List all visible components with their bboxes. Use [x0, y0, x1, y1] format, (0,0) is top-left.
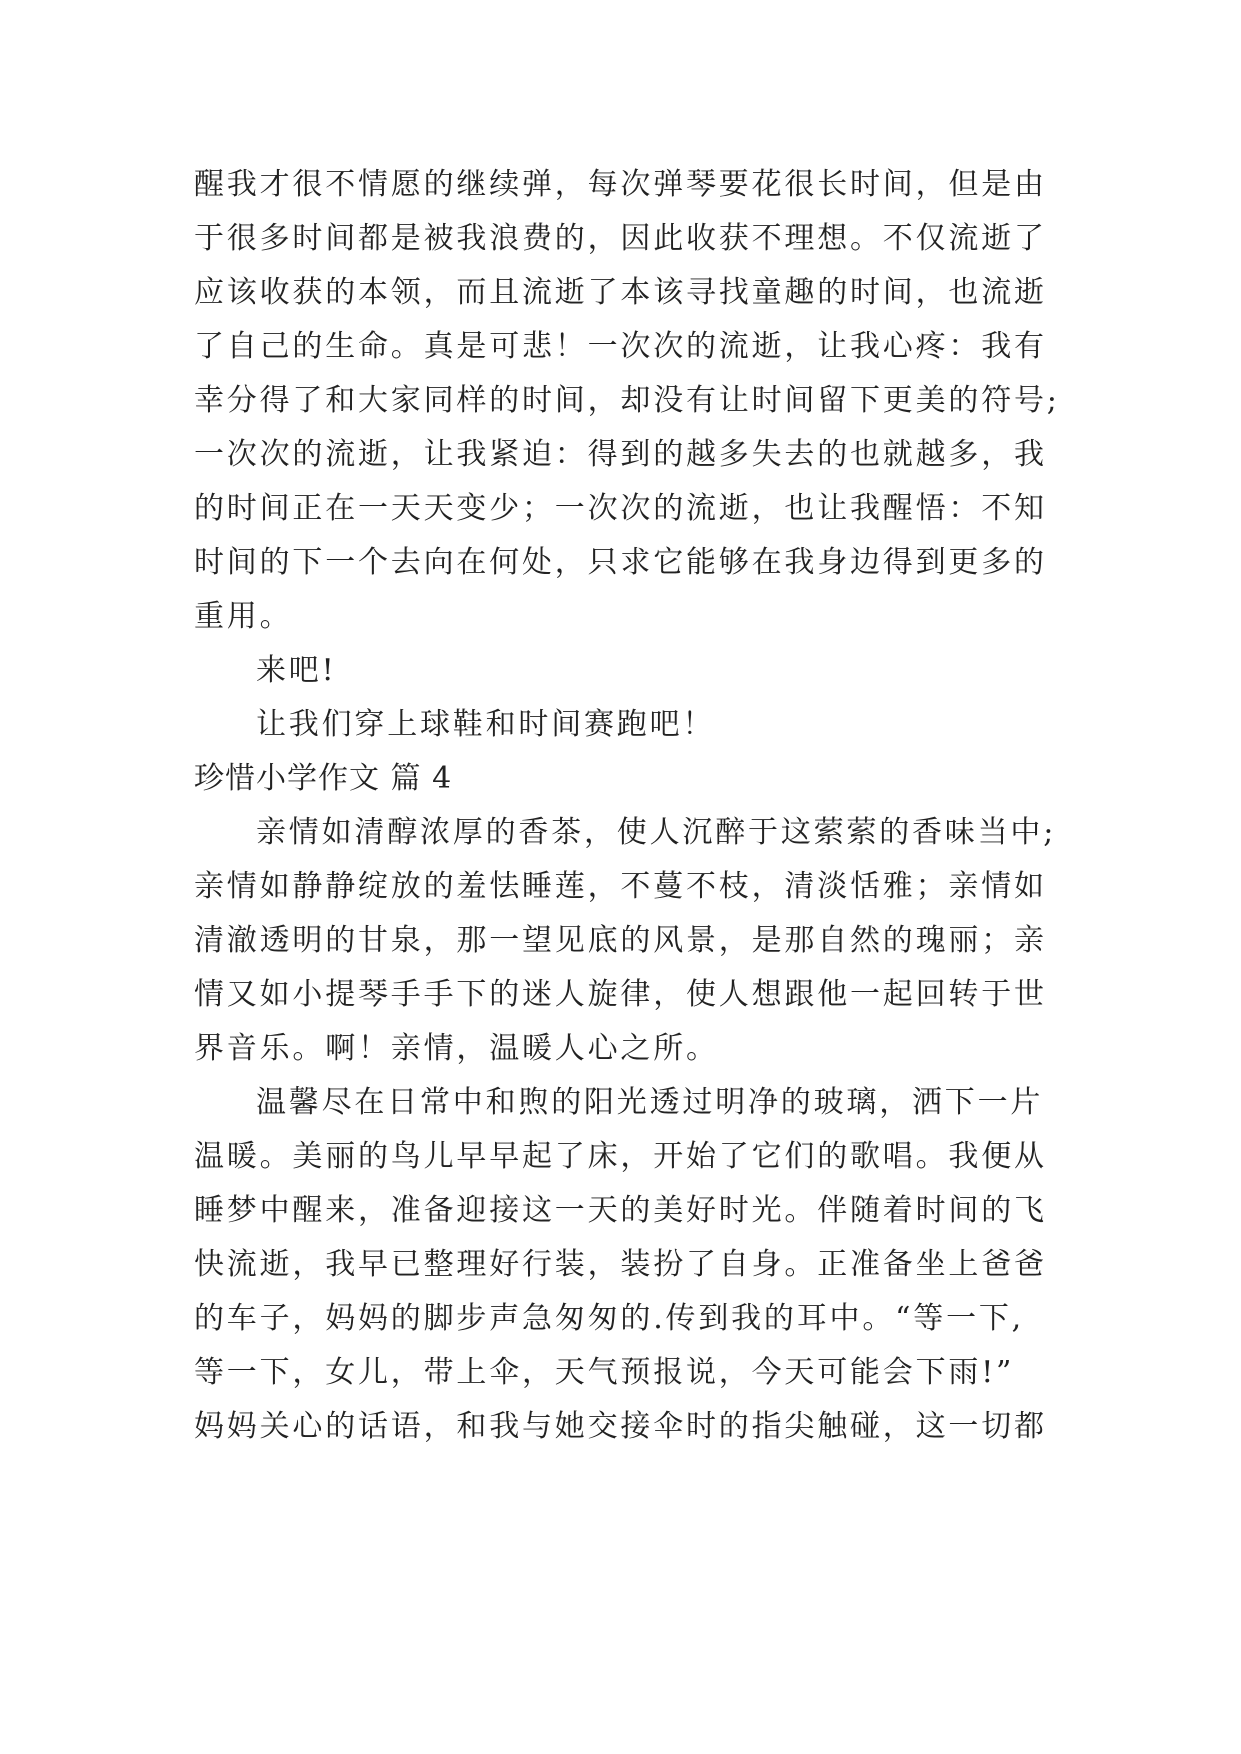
- text-line: 睡梦中醒来，准备迎接这一天的美好时光。伴随着时间的飞: [194, 1193, 1047, 1228]
- text-line: 应该收获的本领，而且流逝了本该寻找童趣的时间，也流逝: [194, 275, 1047, 310]
- text-line: 的车子，妈妈的脚步声急匆匆的.传到我的耳中。“等一下,: [194, 1301, 1025, 1336]
- document-body: [194, 158, 1064, 1454]
- text-line: 情又如小提琴手手下的迷人旋律，使人想跟他一起回转于世: [194, 977, 1047, 1012]
- text-line: 清澈透明的甘泉，那一望见底的风景，是那自然的瑰丽；亲: [194, 923, 1047, 958]
- text-line: 温暖。美丽的鸟儿早早起了床，开始了它们的歌唱。我便从: [194, 1139, 1047, 1174]
- text-line: 时间的下一个去向在何处，只求它能够在我身边得到更多的: [194, 545, 1047, 580]
- text-line: 快流逝，我早已整理好行装，装扮了自身。正准备坐上爸爸: [194, 1247, 1047, 1282]
- text-line: 于很多时间都是被我浪费的，因此收获不理想。不仅流逝了: [194, 221, 1047, 256]
- text-line: 重用。: [194, 599, 293, 634]
- section-heading: 珍惜小学作文 篇 4: [194, 761, 453, 796]
- text-line: 一次次的流逝，让我紧迫：得到的越多失去的也就越多，我: [194, 437, 1047, 472]
- text-line: 温馨尽在日常中和煦的阳光透过明净的玻璃，洒下一片: [256, 1085, 1044, 1120]
- text-line: 妈妈关心的话语，和我与她交接伞时的指尖触碰，这一切都: [194, 1409, 1047, 1444]
- text-line: 亲情如静静绽放的羞怯睡莲，不蔓不枝，清淡恬雅；亲情如: [194, 869, 1047, 904]
- text-line: 让我们穿上球鞋和时间赛跑吧！: [256, 707, 716, 742]
- text-line: 醒我才很不情愿的继续弹，每次弹琴要花很长时间，但是由: [194, 167, 1047, 202]
- text-line: 幸分得了和大家同样的时间，却没有让时间留下更美的符号;: [194, 383, 1060, 418]
- text-line: 界音乐。啊！亲情，温暖人心之所。: [194, 1031, 719, 1066]
- text-line: 亲情如清醇浓厚的香茶，使人沉醉于这萦萦的香味当中;: [256, 815, 1057, 850]
- text-line: 等一下，女儿，带上伞，天气预报说，今天可能会下雨!”: [194, 1355, 1015, 1390]
- text-line: 的时间正在一天天变少；一次次的流逝，也让我醒悟：不知: [194, 491, 1047, 526]
- text-line: 来吧!: [256, 653, 337, 688]
- text-line: 了自己的生命。真是可悲！一次次的流逝，让我心疼：我有: [194, 329, 1047, 364]
